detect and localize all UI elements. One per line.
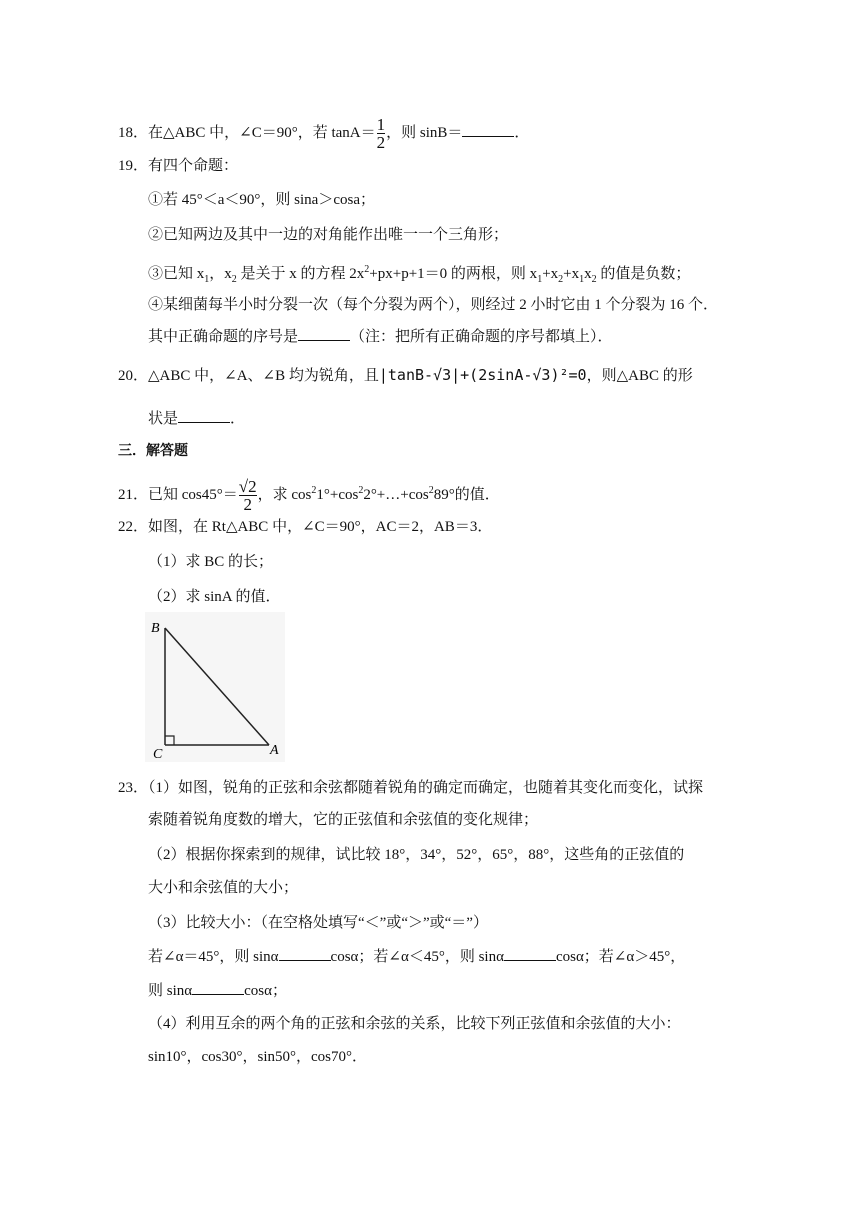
q22-text: 如图，在 Rt△ABC 中，∠C＝90°，AC＝2，AB＝3． [148, 519, 493, 535]
right-angle-mark [165, 736, 174, 745]
q19-answer-line [148, 326, 613, 347]
q18-answer-blank[interactable] [462, 122, 514, 137]
q23-line-4: 大小和余弦值的大小； [148, 880, 299, 896]
vertex-c-label: C [153, 747, 163, 762]
q23-line-8: （4）利用互余的两个角的正弦和余弦的关系，比较下列正弦值和余弦值的大小： [148, 1016, 681, 1032]
q19-p3-f: +x [563, 266, 580, 282]
q23-line-5: （3）比较大小：（在空格处填写“＜”或“＞”或“＝”） [148, 915, 488, 931]
q19-p3-c: 是关于 x 的方程 2x [236, 266, 365, 282]
q21-text-d: 2°+…+cos [363, 486, 429, 503]
q19-p3-sub2: 2 [231, 274, 237, 285]
q22-sub-2: （2）求 sinA 的值． [148, 589, 281, 605]
q21-frac-den: 2 [239, 495, 257, 513]
side-ab [165, 628, 269, 745]
q21-text-e: 89°的值． [433, 486, 500, 503]
q20-answer-blank[interactable] [178, 408, 230, 423]
q22-sub-1: （1）求 BC 的长； [148, 554, 274, 570]
q19-p3-b: ，x [209, 266, 232, 282]
right-triangle-figure [145, 612, 285, 762]
q23-l6-b: cosα；若∠α＜45°，则 sinα [330, 949, 504, 965]
q18-text-b: ，则 sinB＝ [386, 124, 463, 141]
q19-prop-3 [148, 260, 690, 290]
q19-answer-b: （注：把所有正确命题的序号都填上）． [350, 329, 613, 345]
q21-number: 21． [118, 486, 149, 503]
q18-frac-den: 2 [376, 133, 386, 152]
q21-sup1: 2 [311, 484, 317, 496]
q21-fraction [239, 478, 257, 513]
q19-answer-blank[interactable] [298, 326, 350, 341]
q20-line-1 [118, 365, 693, 386]
q20-text-a: △ABC 中，∠A、∠B 均为锐角，且 [148, 368, 379, 384]
vertex-b-label: B [151, 621, 160, 636]
q23-l6-a: 若∠α＝45°，则 sinα [148, 949, 279, 965]
q19-p3-sub4: 2 [558, 274, 564, 285]
q19-p3-h: 的值是负数； [596, 266, 691, 282]
q18-frac-num: 1 [376, 115, 386, 134]
q23-l6-c: cosα；若∠α＞45°， [555, 949, 686, 965]
q21-text-c: 1°+cos [316, 486, 359, 503]
section-heading: 三．解答题 [118, 442, 188, 458]
q19-prop-4: ④某细菌每半小时分裂一次（每个分裂为两个），则经过 2 小时它由 1 个分裂为 16 个． [148, 297, 719, 313]
q22-number: 22． [118, 519, 149, 535]
q21-frac-num: √2 [238, 477, 257, 496]
q18-text-a: 在△ABC 中，∠C＝90°，若 tanA＝ [148, 124, 376, 141]
q23-line-2: 索随着锐角度数的增大，它的正弦值和余弦值的变化规律； [148, 812, 539, 828]
q20-line-2 [148, 408, 245, 429]
q23-l1: （1）如图，锐角的正弦和余弦都随着锐角的确定而确定，也随着其变化而变化，试探 [148, 780, 704, 796]
q21-text-b: ，求 cos [257, 486, 312, 503]
q19-p3-sub6: 2 [591, 274, 597, 285]
q23-line-1 [118, 778, 703, 798]
q22-line [118, 517, 492, 537]
q20-text-b: ，则△ABC 的形 [586, 368, 693, 384]
q19-p3-d: +px+p+1＝0 的两根，则 x [369, 266, 538, 282]
q20-text-c: 状是 [148, 411, 179, 427]
q21-sup2: 2 [358, 484, 364, 496]
q20-number: 20． [118, 368, 149, 384]
q23-blank-1[interactable] [279, 946, 331, 961]
q20-text-d: ． [230, 411, 246, 427]
q19-intro [118, 156, 238, 176]
q19-p3-sub1: 1 [204, 274, 210, 285]
q18-line [118, 116, 529, 151]
q23-l7-b: cosα； [244, 983, 287, 999]
q23-l7-a: 则 sinα [148, 983, 193, 999]
q19-p3-sup: 2 [364, 264, 370, 275]
q19-prop-1: ①若 45°＜a＜90°，则 sina＞cosa； [148, 192, 375, 208]
q19-number: 19． [118, 158, 149, 174]
q19-p3-g: x [584, 266, 592, 282]
q21-sup3: 2 [428, 484, 434, 496]
q19-p3-a: ③已知 x [148, 266, 205, 282]
q18-number: 18． [118, 124, 149, 141]
q20-expression: |tanB-√3|+(2sinA-√3)²=0 [378, 366, 587, 384]
q23-line-9: sin10°，cos30°，sin50°，cos70°． [148, 1049, 367, 1065]
q23-blank-2[interactable] [504, 946, 556, 961]
triangle-svg [145, 612, 285, 762]
q19-answer-a: 其中正确命题的序号是 [148, 329, 299, 345]
q18-text-c: ． [514, 124, 530, 141]
q23-blank-3[interactable] [192, 980, 244, 995]
q19-p3-sub5: 1 [579, 274, 585, 285]
q21-text-a: 已知 cos45°＝ [148, 486, 238, 503]
q23-line-6 [148, 946, 685, 967]
q19-prop-2: ②已知两边及其中一边的对角能作出唯一一个三角形； [148, 227, 509, 243]
q21-line [118, 478, 500, 513]
q23-number: 23． [118, 780, 149, 796]
q19-p3-e: +x [542, 266, 559, 282]
vertex-a-label: A [270, 743, 279, 758]
q19-intro-text: 有四个命题： [148, 158, 239, 174]
q19-p3-sub3: 1 [537, 274, 543, 285]
q23-line-7 [148, 980, 287, 1001]
q23-line-3: （2）根据你探索到的规律，试比较 18°，34°，52°，65°，88°，这些角的正弦值的 [148, 847, 685, 863]
q18-fraction [377, 116, 386, 151]
